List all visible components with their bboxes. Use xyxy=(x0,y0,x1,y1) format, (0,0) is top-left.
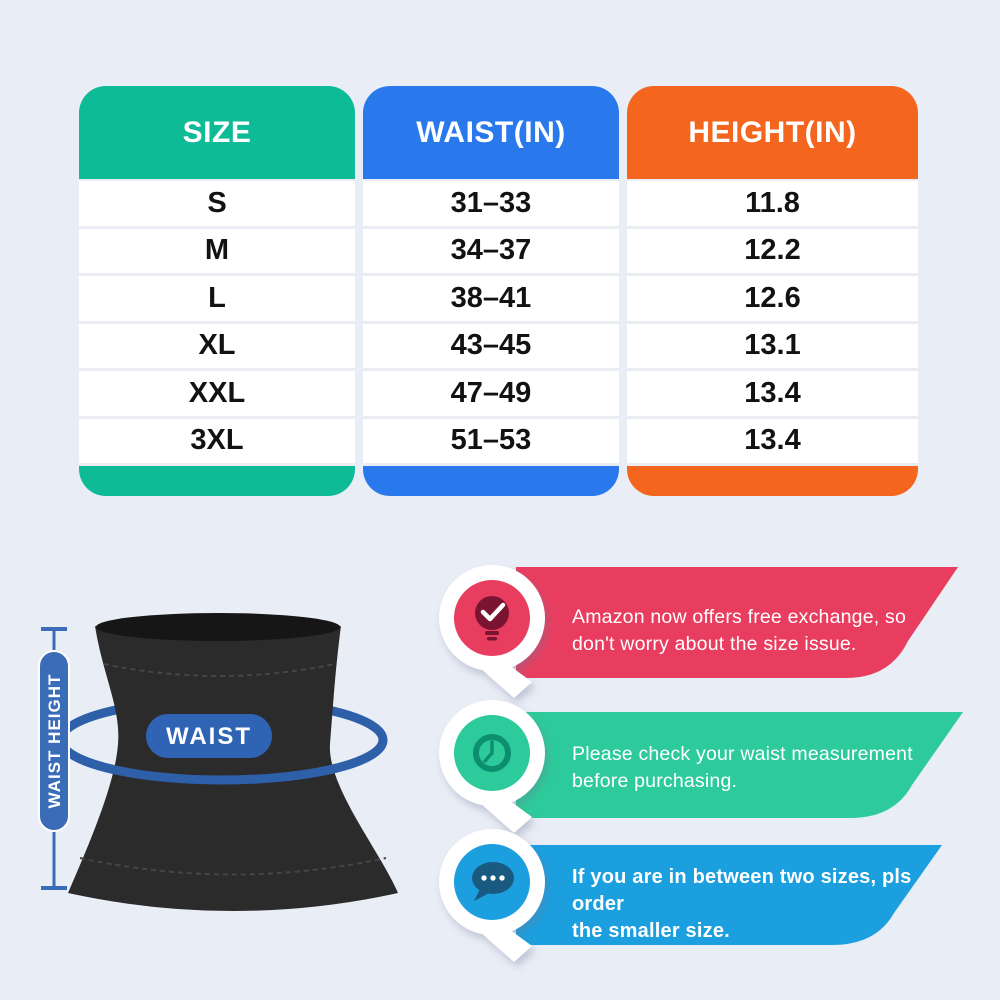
column-footer-bar xyxy=(627,466,918,496)
column-header-waist: WAIST(IN) xyxy=(363,86,619,179)
callout-line: the smaller size. xyxy=(572,920,730,942)
waist-cell: 51–53 xyxy=(363,419,619,467)
height-cell: 13.4 xyxy=(627,371,918,419)
waist-cell: 31–33 xyxy=(363,181,619,229)
waist-cell: 34–37 xyxy=(363,229,619,277)
table-column-waist xyxy=(363,86,619,496)
callout-text-exchange xyxy=(572,604,962,658)
column-header-size: SIZE xyxy=(79,86,355,179)
size-cell: S xyxy=(79,181,355,229)
bubble-dot xyxy=(499,875,504,880)
table-column-size xyxy=(79,86,355,496)
callout-line: If you are in between two sizes, pls order xyxy=(572,866,912,915)
height-cell: 12.6 xyxy=(627,276,918,324)
trainer-top-opening xyxy=(96,613,340,641)
column-footer-bar xyxy=(79,466,355,496)
waist-trainer-illustration xyxy=(18,596,488,936)
height-cell: 13.1 xyxy=(627,324,918,372)
waist-cell: 43–45 xyxy=(363,324,619,372)
callout-line: don't worry about the size issue. xyxy=(572,633,857,655)
size-cell: M xyxy=(79,229,355,277)
size-cell: XXL xyxy=(79,371,355,419)
table-column-height xyxy=(627,86,918,496)
callout-line: Amazon now offers free exchange, so xyxy=(572,606,906,628)
bulb-base xyxy=(487,637,497,641)
height-cell: 12.2 xyxy=(627,229,918,277)
bulb-glyph xyxy=(475,596,509,630)
bubble-dot xyxy=(481,875,486,880)
column-footer-bar xyxy=(363,466,619,496)
callout-line: Please check your waist measurement xyxy=(572,743,913,765)
column-header-height: HEIGHT(IN) xyxy=(627,86,918,179)
waist-height-label: WAIST HEIGHT xyxy=(45,673,64,809)
callout-line: before purchasing. xyxy=(572,770,738,792)
callout-text-sizing xyxy=(572,864,962,945)
chat-bubble-icon xyxy=(430,820,562,968)
size-cell: L xyxy=(79,276,355,324)
waist-label: WAIST xyxy=(166,723,252,750)
height-cell: 13.4 xyxy=(627,419,918,467)
bulb-base xyxy=(485,631,499,635)
size-cell: XL xyxy=(79,324,355,372)
clock-icon xyxy=(430,691,562,839)
waist-cell: 38–41 xyxy=(363,276,619,324)
waist-cell: 47–49 xyxy=(363,371,619,419)
size-cell: 3XL xyxy=(79,419,355,467)
bubble-dot xyxy=(490,875,495,880)
callout-text-measure xyxy=(572,741,962,795)
lightbulb-check-icon xyxy=(430,556,562,704)
height-cell: 11.8 xyxy=(627,181,918,229)
